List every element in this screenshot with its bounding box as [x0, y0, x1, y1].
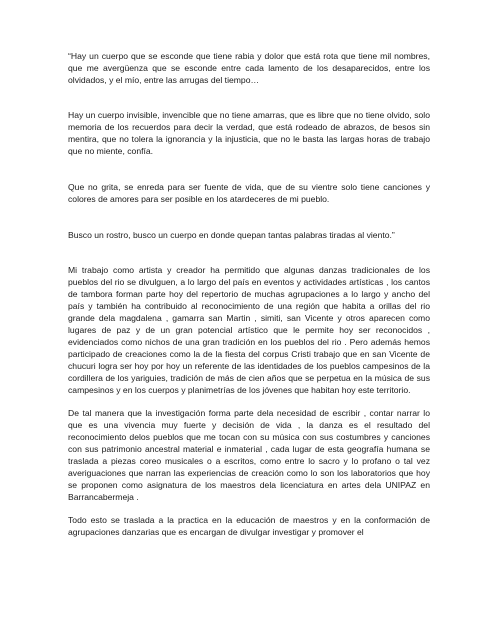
poem-stanza: “Hay un cuerpo que se esconde que tiene rabia y dolor que está rota que tiene mil nombres, que me avergüenza que se esconde entre cada lamento de los desaparecidos, entre los olvidados, y el mío, entre las arrugas del tiempo… — [68, 51, 430, 85]
body-paragraph: Mi trabajo como artista y creador ha permitido que algunas danzas tradicionales de los pueblos del rio se divulguen, a lo largo del país en eventos y actividades artísticas , los cantos de tambora forman parte hoy del repertorio de muchas agrupaciones a lo largo y ancho del país y también ha contribuido al reconocimiento de una región que habita a orillas del rio grande dela magdalena , gamarra san Martin , simiti, san Vicente y otros aparecen como lugares de paz y de un gran potencial artístico que le permite hoy ser reconocidos , evidenciados como nichos de una gran tradición en los pueblos del rio . Pero además hemos participado de creaciones como la de la fiesta del corpus Cristi trabajo que en san Vicente de chucuri logra ser hoy por hoy un referente de las identidades de los pueblos campesinos de la cordillera de los yariguies, tradición de más de cien años que se perpetua en la música de sus campesinos y en los cuerpos y planimetrías de los jóvenes que habitan hoy este territorio. — [68, 265, 430, 395]
body-section — [68, 264, 430, 538]
poem-stanza: Busco un rostro, busco un cuerpo en donde quepan tantas palabras tiradas al viento.” — [68, 230, 395, 240]
poem-stanza: Hay un cuerpo invisible, invencible que no tiene amarras, que es libre que no tiene olvido, solo memoria de los recuerdos para decir la verdad, que está rodeado de abrazos, de besos sin mentira, que no tolera la ignorancia y la injusticia, que no le basta las largas horas de trabajo que no miente, confía. — [68, 110, 430, 156]
body-paragraph: Todo esto se traslada a la practica en la educación de maestros y en la conformación de agrupaciones danzarias que es encargan de divulgar investigar y promover el — [68, 515, 430, 537]
poem-stanza: Que no grita, se enreda para ser fuente de vida, que de su vientre solo tiene canciones y colores de amores para ser posible en los atardeceres de mi pueblo. — [68, 182, 430, 204]
body-paragraph: De tal manera que la investigación forma parte dela necesidad de escribir , contar narrar lo que es una vivencia muy fuerte y decisión de vida , la danza es el resultado del reconocimiento delos pueblos que me tocan con su música con sus costumbres y canciones con sus patrimonio ancestral material e inmaterial , cada lugar de esta geografía humana se traslada a piezas coreo musicales o a escritos, como entre lo sacro y lo profano o tal vez averiguaciones que narran las experiencias de creación como lo son los laboratorios que hoy se proponen como asignatura de los maestros dela licenciatura en artes dela UNIPAZ en Barrancabermeja . — [68, 408, 430, 502]
poem-section — [68, 50, 430, 241]
